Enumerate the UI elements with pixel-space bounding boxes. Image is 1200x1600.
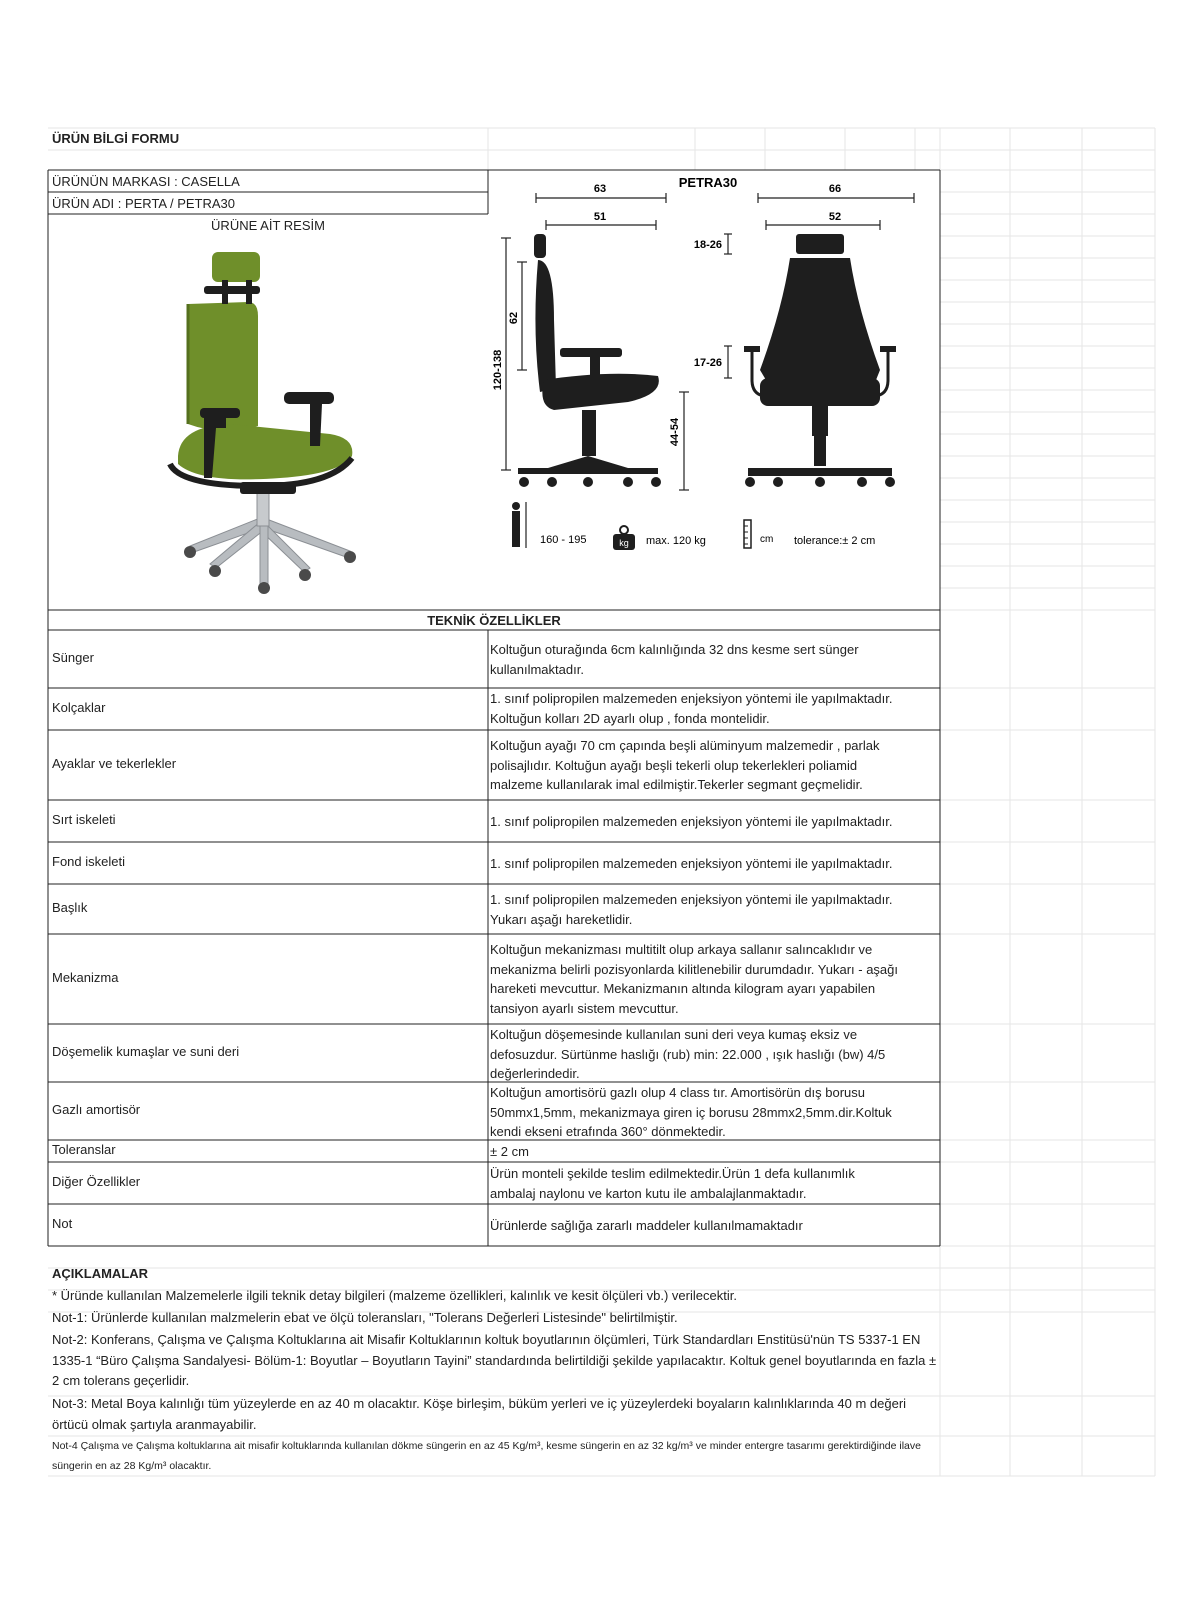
dim-seat-height: 44-54	[669, 417, 681, 447]
note-item: Not-3: Metal Boya kalınlığı tüm yüzeylerde en az 40 m olacaktır. Köşe birleşim, büküm yerleri ve iç yüzeylerdeki boyaların kalınlıklarında 40 m değeri örtücü olmak şartıyla aranmayabilir.	[52, 1396, 907, 1432]
specs-header: TEKNİK ÖZELLİKLER	[427, 613, 561, 628]
dim-top-left: 63	[593, 183, 607, 195]
dim-headrest: 18-26	[693, 239, 722, 251]
spec-value: 1. sınıf polipropilen malzemeden enjeksiyon yöntemi ile yapılmaktadır.	[490, 856, 893, 871]
dim-top-right: 66	[828, 183, 842, 195]
spec-value: 1. sınıf polipropilen malzemeden enjeksiyon yöntemi ile yapılmaktadır. Yukarı aşağı hareketlidir.	[490, 892, 893, 927]
chair-photo	[160, 246, 370, 596]
dim-top-left-inner: 51	[593, 211, 607, 223]
spec-label: Ayaklar ve tekerlekler	[52, 756, 177, 771]
spec-label: Toleranslar	[52, 1142, 116, 1157]
unit-label: cm	[760, 534, 774, 545]
spec-value: Ürünlerde sağlığa zararlı maddeler kullanılmamaktadır	[490, 1218, 803, 1233]
brand-line: ÜRÜNÜN MARKASI : CASELLA	[52, 174, 240, 189]
weight-icon	[613, 526, 635, 550]
spec-label: Not	[52, 1216, 73, 1231]
spec-value: 1. sınıf polipropilen malzemeden enjeksiyon yöntemi ile yapılmaktadır.	[490, 814, 893, 829]
spec-value: Koltuğun oturağında 6cm kalınlığında 32 dns kesme sert sünger kullanılmaktadır.	[490, 642, 859, 677]
dim-armrest: 17-26	[693, 357, 722, 369]
spec-label: Başlık	[52, 900, 88, 915]
product-name-line: ÜRÜN ADI : PERTA / PETRA30	[52, 196, 236, 211]
spec-label: Kolçaklar	[52, 700, 106, 715]
spec-label: Sünger	[52, 650, 94, 665]
spec-label: Döşemelik kumaşlar ve suni deri	[52, 1044, 240, 1059]
spec-label: Sırt iskeleti	[52, 812, 116, 827]
drawing-model-label: PETRA30	[678, 175, 738, 190]
side-view-chair	[518, 234, 659, 474]
ruler-icon	[744, 520, 751, 548]
spec-label: Mekanizma	[52, 970, 119, 985]
max-weight: max. 120 kg	[646, 535, 706, 547]
dim-height-total: 120-138	[492, 349, 504, 391]
dim-back: 62	[508, 311, 520, 325]
user-height-icon	[512, 502, 526, 548]
spec-value: Koltuğun döşemesinde kullanılan suni deri veya kumaş eksiz ve defosuzdur. Sürtünme haslığı (rub) min: 22.000 , ışık haslığı (bw) 4/5 değerlerindedir.	[490, 1027, 886, 1081]
weight-badge: kg	[619, 538, 629, 548]
dim-top-right-inner: 52	[828, 211, 842, 223]
technical-drawing	[488, 170, 940, 610]
note-item: Not-2: Konferans, Çalışma ve Çalışma Koltuklarına ait Misafir Koltuklarının koltuk boyutlarının ölçümleri, Türk Standardları Enstitüsü'nün TS 5337-1 EN 1335-1 “Büro Çalışma Sandalyesi- Bölüm-1: Boyutlar – Boyutların Tayini” standardında belirtildiği şekilde yapılacaktır. Koltuk genel boyutlarında en fazla ± 2 cm tolerans geçerlidir.	[52, 1332, 937, 1388]
spec-value: ± 2 cm	[490, 1144, 529, 1159]
note-item: * Üründe kullanılan Malzemelerle ilgili teknik detay bilgileri (malzeme özellikleri, kalınlık ve kesit ölçüleri vb.) verilecektir.	[52, 1288, 737, 1303]
tolerance-label: tolerance:± 2 cm	[794, 535, 876, 547]
spec-value: Koltuğun ayağı 70 cm çapında beşli alüminyum malzemedir , parlak polisajlıdır. Koltuğun ayağı beşli tekerli olup tekerlekleri poliamid malzeme kullanılarak imal edilmiştir.Tekerler segmant geçmelidir.	[490, 738, 880, 792]
front-view-chair	[744, 234, 896, 476]
spec-value: Ürün monteli şekilde teslim edilmektedir.Ürün 1 defa kullanımlık ambalaj naylonu ve karton kutu ile ambalajlanmaktadır.	[490, 1166, 855, 1201]
notes-title: AÇIKLAMALAR	[52, 1266, 149, 1281]
spec-label: Diğer Özellikler	[52, 1174, 141, 1189]
note-item: Not-4 Çalışma ve Çalışma koltuklarına ait misafir koltuklarında kullanılan dökme süngerin en az 45 Kg/m³, kesme süngerin en az 32 kg/m³ ve minder entergre tasarımı gerektirdiğinde ilave süngerin en az 28 Kg/m³ olacaktır.	[52, 1440, 921, 1472]
spec-value: 1. sınıf polipropilen malzemeden enjeksiyon yöntemi ile yapılmaktadır. Koltuğun kolları 2D ayarlı olup , fonda montelidir.	[490, 691, 893, 726]
note-item: Not-1: Ürünlerde kullanılan malzmelerin ebat ve ölçü toleransları, "Tolerans Değerleri Listesinde" belirtilmiştir.	[52, 1310, 678, 1325]
spec-value: Koltuğun amortisörü gazlı olup 4 class tır. Amortisörün dış borusu 50mmx1,5mm, mekanizmaya giren iç borusu 28mmx2,5mm.dir.Koltuk kendi ekseni etrafında 360° dönmektedir.	[490, 1085, 892, 1139]
spec-label: Gazlı amortisör	[52, 1102, 141, 1117]
image-caption: ÜRÜNE AİT RESİM	[211, 218, 325, 233]
spec-label: Fond iskeleti	[52, 854, 125, 869]
form-title: ÜRÜN BİLGİ FORMU	[52, 131, 180, 146]
spec-value: Koltuğun mekanizması multitilt olup arkaya sallanır salıncaklıdır ve mekanizma belirli pozisyonlarda kilitlenebilir durumdadır. Yukarı - aşağı hareketi mevcuttur. Mekanizmanın altında kilogram ayarı yapabilen tansiyon ayarlı sistem mevcuttur.	[490, 942, 899, 1016]
user-height-range: 160 - 195	[540, 534, 587, 546]
